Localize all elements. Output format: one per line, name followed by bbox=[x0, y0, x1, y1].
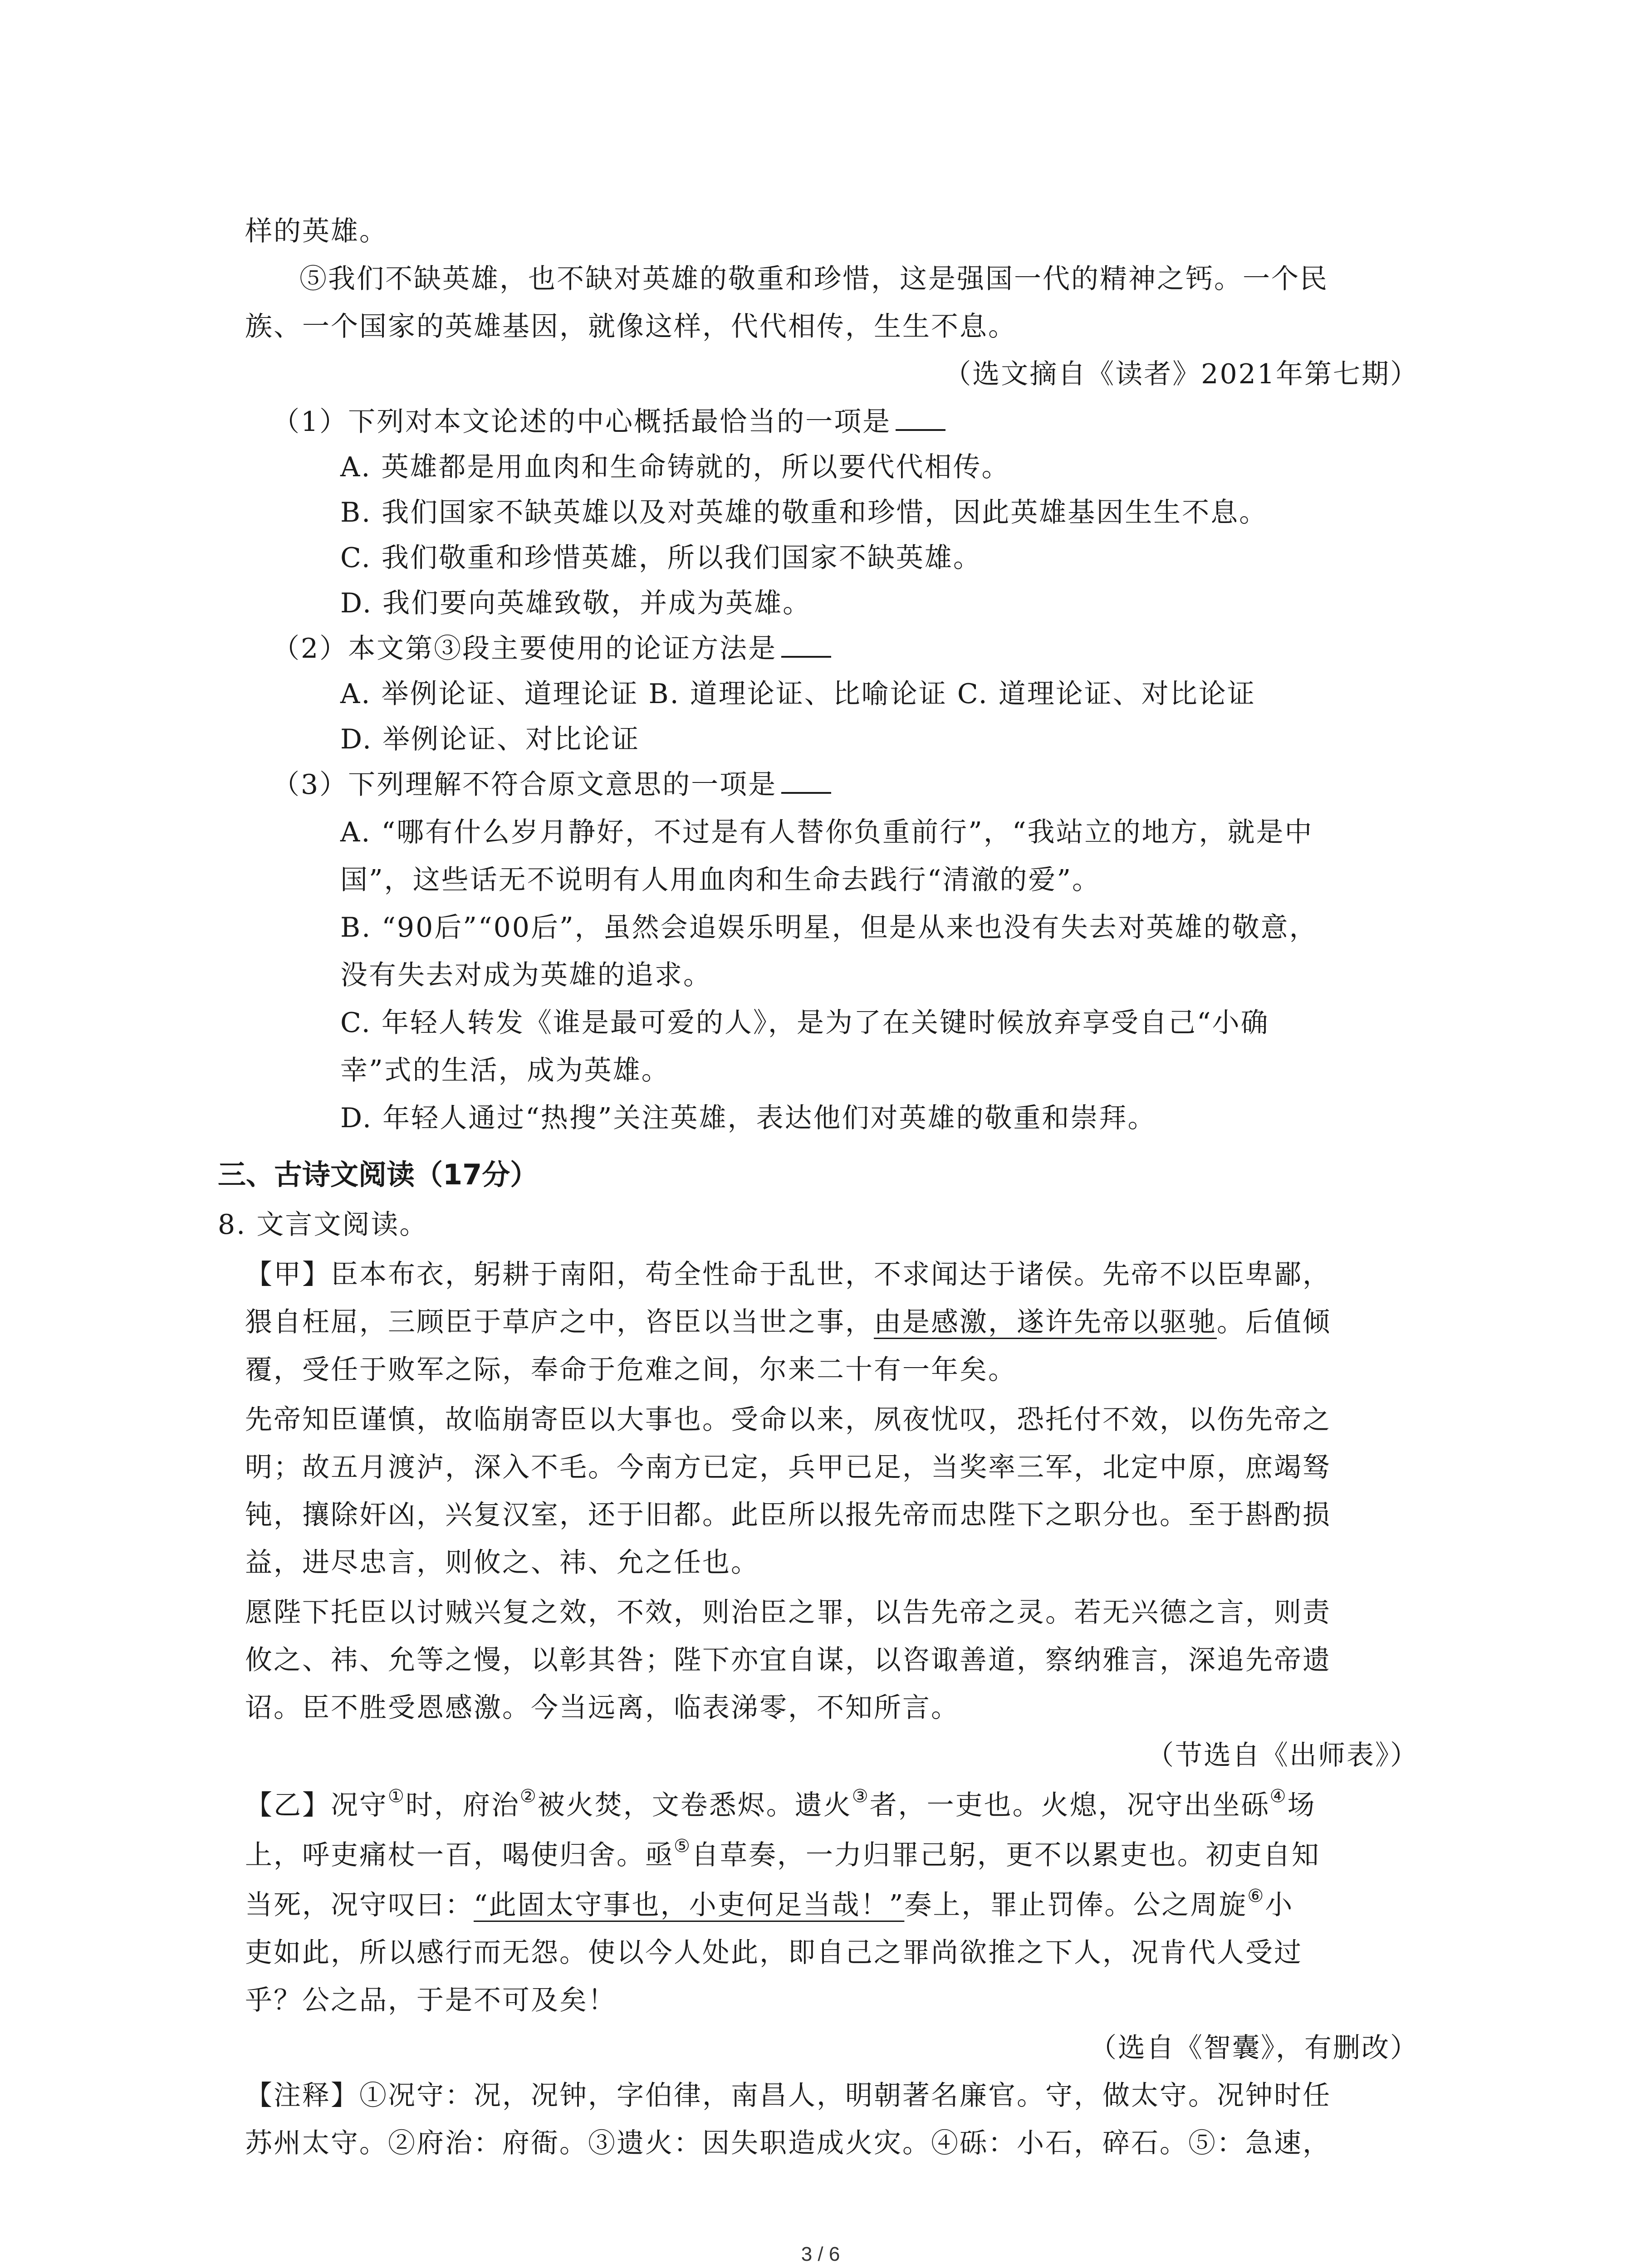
option-d: D. 举例论证、对比论证 bbox=[340, 723, 640, 755]
option-a: A. 英雄都是用血肉和生命铸就的，所以要代代相传。 bbox=[340, 451, 1010, 483]
text-jia-line: 猥自枉屈，三顾臣于草庐之中，咨臣以当世之事，由是感激，遂许先帝以驱驰。后值倾 bbox=[245, 1306, 1331, 1338]
text-jia-line: 【甲】臣本布衣，躬耕于南阳，苟全性命于乱世，不求闻达于诸侯。先帝不以臣卑鄙， bbox=[245, 1259, 1331, 1290]
text-jia-source: （节选自《出师表》） bbox=[1146, 1740, 1419, 1771]
option-a-line: 国”，这些话无不说明有人用血肉和生命去践行“清澈的爱”。 bbox=[340, 864, 1101, 896]
text-yi-line: 乎？公之品，于是不可及矣！ bbox=[245, 1984, 617, 2016]
underlined-sentence: 由是感激，遂许先帝以驱驰 bbox=[874, 1306, 1217, 1338]
footnote-marker: ⑤ bbox=[674, 1836, 691, 1857]
option-b: B. 我们国家不缺英雄以及对英雄的敬重和珍惜，因此英雄基因生生不息。 bbox=[340, 497, 1268, 528]
text-jia-line: 先帝知臣谨慎，故临崩寄臣以大事也。受命以来，夙夜忧叹，恐托付不效，以伤先帝之 bbox=[245, 1404, 1331, 1436]
option-abc: A. 举例论证、道理论证 B. 道理论证、比喻论证 C. 道理论证、对比论证 bbox=[340, 678, 1256, 710]
section-heading: 三、古诗文阅读（17分） bbox=[218, 1158, 539, 1191]
paragraph-5-line: ⑤我们不缺英雄，也不缺对英雄的敬重和珍惜，这是强国一代的精神之钙。一个民 bbox=[299, 263, 1328, 295]
footnote-marker: ② bbox=[519, 1786, 538, 1807]
text-yi-source: （选自《智囊》，有删改） bbox=[1089, 2032, 1419, 2064]
question-2-stem: （2）本文第③段主要使用的论证方法是 bbox=[272, 628, 831, 669]
text-jia-line: 愿陛下托臣以讨贼兴复之效，不效，则治臣之罪，以告先帝之灵。若无兴德之言，则责 bbox=[245, 1597, 1331, 1628]
option-b-line: B. “90后”“00后”，虽然会追娱乐明星，但是从来也没有失去对英雄的敬意， bbox=[340, 912, 1318, 943]
text-yi-line: 上，呼吏痛杖一百，喝使归舍。亟⑤自草奏，一力归罪己躬，更不以累吏也。初吏自知 bbox=[245, 1836, 1320, 1871]
answer-blank[interactable] bbox=[896, 406, 945, 431]
footnote-marker: ④ bbox=[1269, 1786, 1288, 1807]
text-yi-line: 【乙】况守①时，府治②被火焚，文卷悉烬。遗火③者，一吏也。火熄，况守出坐砾④场 bbox=[245, 1786, 1316, 1821]
text-yi-line: 当死，况守叹曰：“此固太守事也，小吏何足当哉！”奏上，罪止罚俸。公之周旋⑥小 bbox=[245, 1886, 1294, 1921]
annotation-line: 苏州太守。②府治：府衙。③遗火：因失职造成火灾。④砾：小石，碎石。⑤：急速， bbox=[245, 2127, 1331, 2159]
footnote-marker: ③ bbox=[852, 1786, 870, 1807]
text-jia-line: 攸之、祎、允等之慢，以彰其咎；陛下亦宜自谋，以咨诹善道，察纳雅言，深追先帝遗 bbox=[245, 1644, 1331, 1676]
text-jia-line: 益，进尽忠言，则攸之、祎、允之任也。 bbox=[245, 1547, 759, 1579]
option-a-line: A. “哪有什么岁月静好，不过是有人替你负重前行”，“我站立的地方，就是中 bbox=[340, 816, 1313, 848]
option-d: D. 年轻人通过“热搜”关注英雄，表达他们对英雄的敬重和崇拜。 bbox=[340, 1102, 1156, 1134]
paragraph-5-line: 族、一个国家的英雄基因，就像这样，代代相传，生生不息。 bbox=[245, 311, 1017, 342]
option-b-line: 没有失去对成为英雄的追求。 bbox=[340, 959, 712, 991]
footnote-marker: ⑥ bbox=[1247, 1886, 1265, 1906]
text-jia-line: 钝，攘除奸凶，兴复汉室，还于旧都。此臣所以报先帝而忠陛下之职分也。至于斟酌损 bbox=[245, 1499, 1331, 1531]
option-c-line: C. 年轻人转发《谁是最可爱的人》，是为了在关键时候放弃享受自己“小确 bbox=[340, 1007, 1269, 1039]
underlined-sentence: “此固太守事也，小吏何足当哉！” bbox=[474, 1889, 905, 1921]
option-c: C. 我们敬重和珍惜英雄，所以我们国家不缺英雄。 bbox=[340, 542, 982, 574]
text-jia-line: 明；故五月渡泸，深入不毛。今南方已定，兵甲已足，当奖率三军，北定中原，庶竭驽 bbox=[245, 1452, 1331, 1483]
footnote-marker: ① bbox=[388, 1786, 406, 1807]
passage-source: （选文摘自《读者》2021年第七期） bbox=[944, 358, 1419, 390]
question-1-stem: （1）下列对本文论述的中心概括最恰当的一项是 bbox=[272, 401, 945, 442]
question-3-stem: （3）下列理解不符合原文意思的一项是 bbox=[272, 764, 831, 805]
answer-blank[interactable] bbox=[781, 632, 831, 658]
text-yi-line: 吏如此，所以感行而无怨。使以今人处此，即自己之罪尚欲推之下人，况肯代人受过 bbox=[245, 1937, 1303, 1969]
option-c-line: 幸”式的生活，成为英雄。 bbox=[340, 1055, 670, 1086]
annotation-line: 【注释】①况守：况，况钟，字伯律，南昌人，明朝著名廉官。守，做太守。况钟时任 bbox=[245, 2080, 1331, 2112]
text-jia-line: 诏。臣不胜受恩感激。今当远离，临表涕零，不知所言。 bbox=[245, 1692, 960, 1724]
paragraph-4-end: 样的英雄。 bbox=[245, 215, 388, 247]
page-number: 3 / 6 bbox=[801, 2243, 840, 2265]
text-jia-line: 覆，受任于败军之际，奉命于危难之间，尔来二十有一年矣。 bbox=[245, 1354, 1017, 1386]
option-d: D. 我们要向英雄致敬，并成为英雄。 bbox=[340, 587, 812, 619]
answer-blank[interactable] bbox=[781, 768, 831, 794]
question-8-title: 8. 文言文阅读。 bbox=[218, 1209, 428, 1241]
